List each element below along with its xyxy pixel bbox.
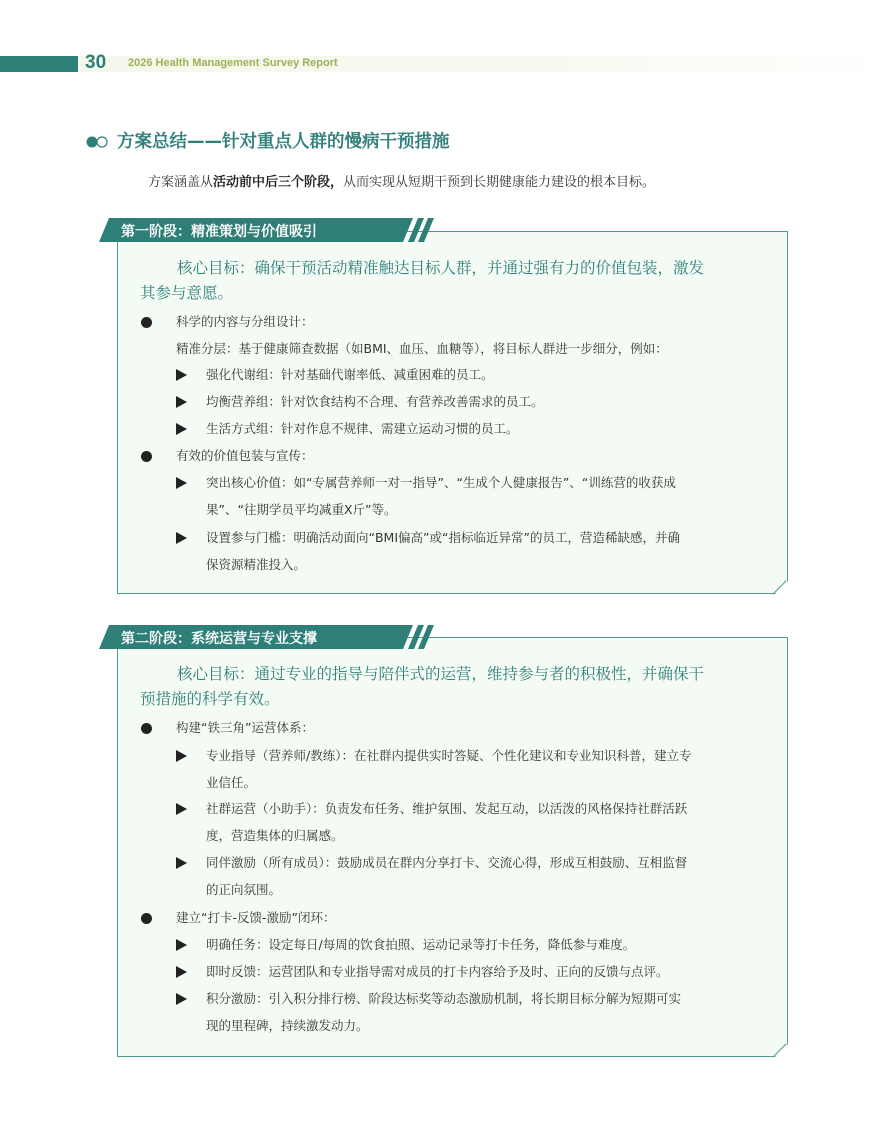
phase1-item3: 生活方式组：针对作息不规律、需建立运动习惯的员工。	[206, 421, 519, 436]
phase1-item5-line1: 设置参与门槛：明确活动面向“BMI偏高”或“指标临近异常”的员工，营造稀缺感，并确	[206, 530, 680, 545]
triangle-bullet-icon	[176, 396, 187, 408]
intro-text-pre: 方案涵盖从	[148, 175, 214, 190]
phase1-bullet1: 科学的内容与分组设计：	[176, 314, 314, 329]
phase2-goal-line1: 核心目标：通过专业的指导与陪伴式的运营，维持参与者的积极性，并确保干	[177, 665, 705, 683]
triangle-bullet-icon	[176, 939, 187, 951]
triangle-bullet-icon	[176, 369, 187, 381]
page-number: 30	[85, 52, 107, 73]
triangle-bullet-icon	[176, 423, 187, 435]
section-intro	[148, 171, 655, 190]
intro-text-bold: 活动前中后三个阶段，	[213, 175, 344, 190]
phase1-item4-line2: 果”、“往期学员平均减重X斤”等。	[206, 502, 397, 517]
bullet-dot	[141, 317, 152, 328]
triangle-bullet-icon	[176, 993, 187, 1005]
phase1-item1: 强化代谢组：针对基础代谢率低、减重困难的员工。	[206, 367, 494, 382]
triangle-bullet-icon	[176, 966, 187, 978]
phase2-item2-line2: 度，营造集体的归属感。	[206, 828, 344, 843]
phase1-item2: 均衡营养组：针对饮食结构不合理、有营养改善需求的员工。	[206, 394, 544, 409]
report-title: 2026 Health Management Survey Report	[128, 57, 338, 69]
phase2-bullet1: 构建“铁三角”运营体系：	[176, 720, 314, 735]
phase2-item4: 明确任务：设定每日/每周的饮食拍照、运动记录等打卡任务，降低参与难度。	[206, 937, 636, 952]
phase2-goal	[140, 662, 780, 712]
phase2-tab-label: 第二阶段：系统运营与专业支撑	[121, 631, 317, 647]
header-accent-bar	[0, 56, 78, 72]
phase1-item5-line2: 保资源精准投入。	[206, 557, 307, 572]
triangle-bullet-icon	[176, 803, 187, 815]
section-title: 方案总结——针对重点人群的慢病干预措施	[117, 132, 450, 152]
triangle-bullet-icon	[176, 477, 187, 489]
phase2-bullet2: 建立“打卡-反馈-激励”闭环：	[176, 910, 336, 925]
triangle-bullet-icon	[176, 750, 187, 762]
phase2-item3-line1: 同伴激励（所有成员）：鼓励成员在群内分享打卡、交流心得，形成互相鼓励、互相监督	[206, 855, 688, 870]
phase2-item1-line2: 业信任。	[206, 775, 257, 790]
phase1-bullet1-sub: 精准分层：基于健康筛查数据（如BMI、血压、血糖等），将目标人群进一步细分，例如：	[176, 341, 668, 356]
phase1-goal	[140, 256, 780, 306]
phase1-goal-line1: 核心目标：确保干预活动精准触达目标人群，并通过强有力的价值包装，激发	[177, 259, 705, 277]
triangle-bullet-icon	[176, 532, 187, 544]
phase2-item2-line1: 社群运营（小助手）：负责发布任务、维护氛围、发起互动，以活泼的风格保持社群活跃	[206, 801, 688, 816]
triangle-bullet-icon	[176, 857, 187, 869]
bullet-dot	[141, 723, 152, 734]
bullet-dot	[141, 913, 152, 924]
phase1-goal-line2: 其参与意愿。	[140, 284, 234, 302]
phase1-item4-line1: 突出核心价值：如“专属营养师一对一指导”、“生成个人健康报告”、“训练营的收获成	[206, 475, 676, 490]
phase2-item3-line2: 的正向氛围。	[206, 882, 282, 897]
phase2-item6-line2: 现的里程碑，持续激发动力。	[206, 1018, 369, 1033]
phase2-item5: 即时反馈：运营团队和专业指导需对成员的打卡内容给予及时、正向的反馈与点评。	[206, 964, 669, 979]
phase1-tab-label: 第一阶段：精准策划与价值吸引	[121, 224, 317, 240]
phase2-goal-line2: 预措施的科学有效。	[140, 690, 280, 708]
phase1-bullet2: 有效的价值包装与宣传：	[176, 448, 314, 463]
section-bullet-icon	[86, 136, 112, 148]
phase2-item1-line1: 专业指导（营养师/教练）：在社群内提供实时答疑、个性化建议和专业知识科普，建立专	[206, 748, 692, 763]
intro-text-post: 从而实现从短期干预到长期健康能力建设的根本目标。	[343, 175, 656, 190]
bullet-dot	[141, 451, 152, 462]
phase2-item6-line1: 积分激励：引入积分排行榜、阶段达标奖等动态激励机制，将长期目标分解为短期可实	[206, 991, 682, 1006]
